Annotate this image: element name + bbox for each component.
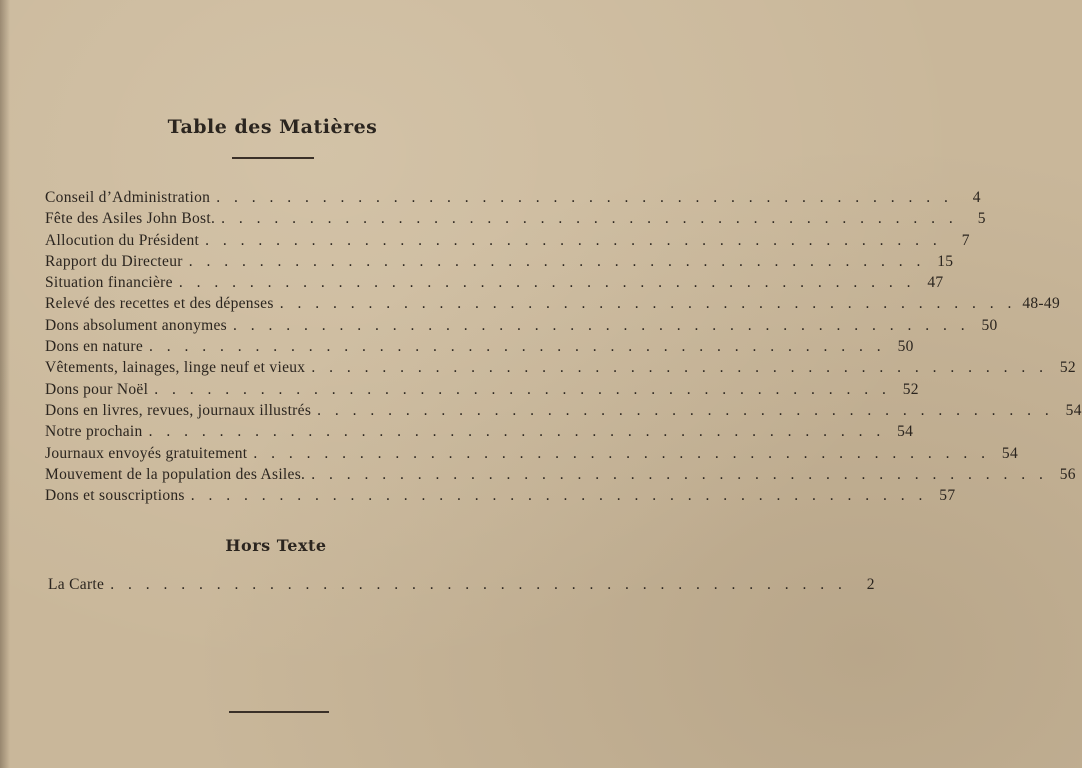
toc-entry-label: Journaux envoyés gratuitement xyxy=(45,444,248,462)
title-divider xyxy=(232,157,314,159)
bottom-divider xyxy=(229,711,329,713)
toc-entry-page: 54 xyxy=(897,423,914,441)
toc-leader-dots: . . . . . . . . . . . . . . . . . . . . . . . . . . . . . . . . . . . . . . . . . . xyxy=(148,423,886,441)
toc-leader-dots: . . . . . . . . . . . . . . . . . . . . . . . . . . . . . . . . . . . . . . . . . . xyxy=(311,465,1048,483)
toc-leader-dots: . . . . . . . . . . . . . . . . . . . . . . . . . . . . . . . . . . . . . . . . . . xyxy=(216,189,953,206)
toc-leader-dots: . . . . . . . . . . . . . . . . . . . . . . . . . . . . . . . . . . . . . . . . . . xyxy=(149,338,886,356)
hors-texte-list xyxy=(48,576,875,597)
toc-leader-dots: . . . . . . . . . . . . . . . . . . . . . . . . . . . . . . . . . . . . . . . . . . xyxy=(317,401,1054,419)
toc-entry-page: 56 xyxy=(1059,465,1076,483)
toc-entry-page: 52 xyxy=(1059,359,1076,377)
toc-entry-page: 2 xyxy=(866,576,875,593)
toc-entry-label: Allocution du Président xyxy=(45,231,200,249)
page-title: Table des Matières xyxy=(167,116,378,138)
toc-leader-dots: . . . . . . . . . . . . . . . . . . . . . . . . . . . . . . . . . . . . . . . . . . xyxy=(178,274,916,292)
toc-entry xyxy=(45,423,914,444)
toc-entry xyxy=(45,401,1082,423)
toc-leader-dots: . . . . . . . . . . . . . . . . . . . . . . . . . . . . . . . . . . . . . . . . . . xyxy=(221,210,958,228)
toc-leader-dots: . . . . . . . . . . . . . . . . . . . . . . . . . . . . . . . . . . . . . . . . . . xyxy=(279,295,1017,313)
toc-entry-page: 57 xyxy=(939,487,956,505)
toc-entry xyxy=(45,338,914,359)
toc-entry-label: Dons en nature xyxy=(45,338,144,356)
toc-leader-dots: . . . . . . . . . . . . . . . . . . . . . . . . . . . . . . . . . . . . . . . . . . xyxy=(188,252,926,270)
toc-entry xyxy=(45,231,970,253)
table-of-contents xyxy=(45,189,1082,508)
toc-entry xyxy=(45,380,919,402)
toc-entry-label: La Carte xyxy=(48,576,105,593)
toc-entry xyxy=(45,359,1076,380)
toc-leader-dots: . . . . . . . . . . . . . . . . . . . . . . . . . . . . . . . . . . . . . . . . . . xyxy=(205,231,942,249)
toc-entry xyxy=(48,576,875,597)
toc-leader-dots: . . . . . . . . . . . . . . . . . . . . . . . . . . . . . . . . . . . . . . . . . . xyxy=(311,359,1048,377)
toc-entry-label: Dons absolument anonymes xyxy=(45,316,227,334)
toc-entry xyxy=(45,274,944,295)
toc-leader-dots: . . . . . . . . . . . . . . . . . . . . . . . . . . . . . . . . . . . . . . . . . . xyxy=(253,444,991,462)
toc-entry-page: 47 xyxy=(927,274,944,292)
toc-entry xyxy=(45,444,1019,466)
toc-entry-page: 52 xyxy=(902,380,919,398)
toc-entry xyxy=(45,189,981,210)
toc-entry xyxy=(45,487,956,508)
toc-entry-page: 15 xyxy=(937,252,954,270)
toc-entry xyxy=(45,252,954,274)
toc-leader-dots: . . . . . . . . . . . . . . . . . . . . . . . . . . . . . . . . . . . . . . . . . . xyxy=(110,576,847,593)
toc-entry-label: Relevé des recettes et des dépenses xyxy=(45,295,274,313)
toc-entry-label: Mouvement de la population des Asiles. xyxy=(45,465,306,483)
toc-entry-page: 50 xyxy=(981,316,998,334)
toc-entry-page: 4 xyxy=(972,189,981,206)
toc-leader-dots: . . . . . . . . . . . . . . . . . . . . . . . . . . . . . . . . . . . . . . . . . . xyxy=(154,380,891,398)
toc-entry-page: 50 xyxy=(897,338,914,356)
toc-entry-label: Dons pour Noël xyxy=(45,380,149,398)
section-title-hors-texte: Hors Texte xyxy=(225,536,327,555)
toc-leader-dots: . . . . . . . . . . . . . . . . . . . . . . . . . . . . . . . . . . . . . . . . . . xyxy=(190,487,928,505)
toc-leader-dots: . . . . . . . . . . . . . . . . . . . . . . . . . . . . . . . . . . . . . . . . . . xyxy=(232,316,970,334)
toc-entry xyxy=(45,316,998,338)
toc-entry xyxy=(45,295,1060,316)
toc-entry xyxy=(45,465,1076,487)
toc-entry-label: Fête des Asiles John Bost. xyxy=(45,210,216,228)
toc-entry-page: 48-49 xyxy=(1022,295,1060,313)
toc-entry-page: 54 xyxy=(1065,401,1082,419)
toc-entry-page: 54 xyxy=(1001,444,1019,462)
toc-entry-label: Dons et souscriptions xyxy=(45,487,185,505)
toc-entry-label: Rapport du Directeur xyxy=(45,252,183,270)
toc-entry-page: 7 xyxy=(961,231,970,249)
toc-entry-label: Conseil d’Administration xyxy=(45,189,211,206)
toc-entry-label: Dons en livres, revues, journaux illustrés xyxy=(45,401,312,419)
toc-entry xyxy=(45,210,986,231)
toc-entry-page: 5 xyxy=(977,210,986,228)
toc-entry-label: Notre prochain xyxy=(45,423,143,441)
toc-entry-label: Vêtements, lainages, linge neuf et vieux xyxy=(45,359,306,377)
toc-entry-label: Situation financière xyxy=(45,274,173,292)
